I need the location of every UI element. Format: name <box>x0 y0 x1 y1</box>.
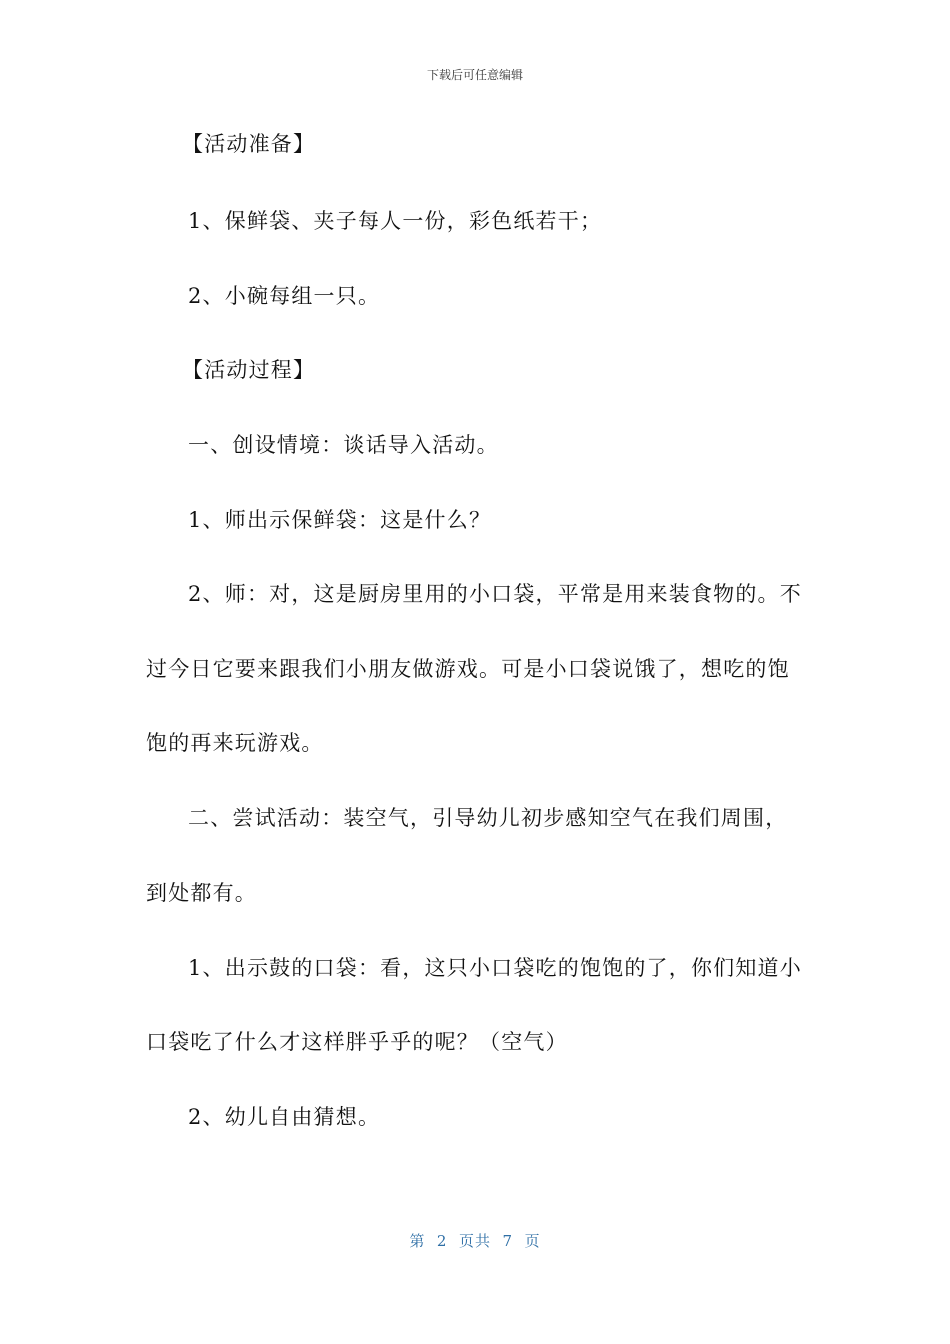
paragraph-line: 二、尝试活动：装空气，引导幼儿初步感知空气在我们周围， <box>188 806 788 830</box>
paragraph-line: 2、师：对，这是厨房里用的小口袋，平常是用来装食物的。不 <box>188 582 802 606</box>
paragraph-line: 1、出示鼓的口袋：看，这只小口袋吃的饱饱的了，你们知道小 <box>188 956 802 980</box>
paragraph-line: 口袋吃了什么才这样胖乎乎的呢？（空气） <box>146 1030 568 1054</box>
paragraph-line: 2、小碗每组一只。 <box>188 284 381 308</box>
paragraph-line: 过今日它要来跟我们小朋友做游戏。可是小口袋说饿了，想吃的饱 <box>146 657 790 681</box>
page-header: 下载后可任意编辑 <box>426 68 523 82</box>
paragraph-line: 到处都有。 <box>146 881 257 905</box>
paragraph-line: 一、创设情境：谈话导入活动。 <box>188 433 499 457</box>
paragraph-line: 1、保鲜袋、夹子每人一份，彩色纸若干； <box>188 209 603 233</box>
paragraph-line: 饱的再来玩游戏。 <box>146 731 324 755</box>
heading-activity-process: 【活动过程】 <box>182 358 316 382</box>
page-footer: 第 2 页共 7 页 <box>409 1232 541 1250</box>
paragraph-line: 1、师出示保鲜袋：这是什么？ <box>188 508 492 532</box>
paragraph-line: 2、幼儿自由猜想。 <box>188 1105 381 1129</box>
heading-activity-preparation: 【活动准备】 <box>182 132 316 156</box>
